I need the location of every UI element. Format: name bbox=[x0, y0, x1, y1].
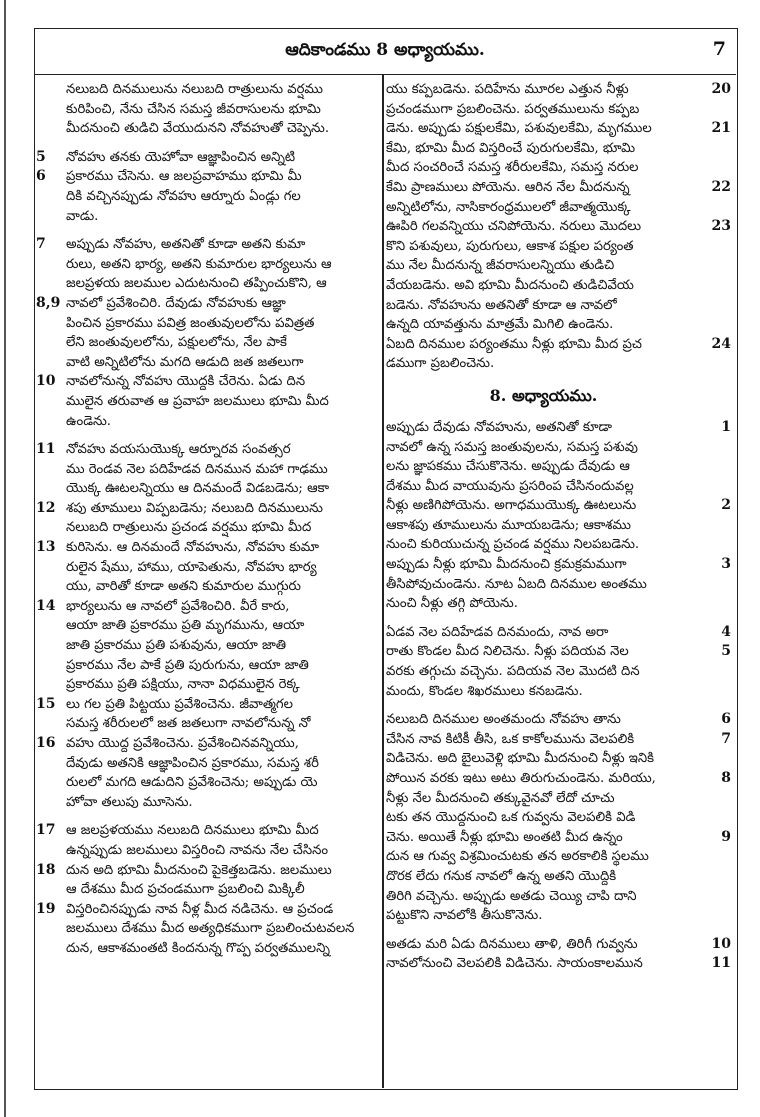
verse-text: వాడు. bbox=[66, 208, 99, 224]
verse-text: రులు, అతని భార్య, అతని కుమారుల భార్యలును ఆ bbox=[66, 256, 332, 272]
verse-text: హోవా తలుపు మూసెను. bbox=[66, 794, 193, 810]
verse-text: నుంచి నీళ్లు తగ్గి పోయెను. bbox=[386, 596, 518, 612]
verse-number: 1 bbox=[721, 418, 731, 435]
verse-text: లేని జంతువులలోను, పక్షులలోను, నేల పాకే bbox=[66, 335, 287, 351]
verse-text: వహు యొద్ద ప్రవేశించెను. ప్రవేశించినవన్నియు, bbox=[66, 736, 299, 751]
verse-text: నోవహు వయసుయొక్క ఆర్నూరవ సంవత్సర bbox=[66, 442, 291, 458]
verse-text: దేవుడు అతనికి ఆజ్ఞాపించిన ప్రకారము, సమస్త శరీ bbox=[66, 755, 319, 771]
text-line bbox=[386, 847, 731, 867]
verse-text: మీదనుంచి తుడిచి వేయుదునని నోవహుతో చెప్పెను. bbox=[66, 121, 330, 137]
verse-text: నలుబది దినముల అంతమందు నోవహు తాను bbox=[386, 712, 621, 728]
verse-text: సమస్త శరీరులలో జత జతలుగా నావలోనున్న నో bbox=[66, 716, 311, 732]
verse-number: 2 bbox=[721, 497, 731, 514]
text-line bbox=[36, 861, 379, 881]
verse-number: 6 bbox=[721, 711, 731, 728]
verse-number: 10 bbox=[711, 935, 731, 952]
text-line bbox=[386, 418, 731, 438]
verse-number: 18 bbox=[36, 861, 56, 878]
verse-text: నోవహు తనకు యెహోవా ఆజ్ఞాపించిన అన్నిటి bbox=[66, 149, 296, 165]
verse-text: రాతు కొండల మీద నిలిచెను. నీళ్లు పదియవ నెల bbox=[386, 644, 629, 660]
verse-number: 3 bbox=[721, 556, 731, 573]
text-line bbox=[36, 148, 379, 168]
text-line bbox=[36, 353, 379, 373]
text-line bbox=[386, 535, 731, 555]
verse-text: ము నేల మీదనున్న జీవరాసులన్నియు తుడిచి bbox=[386, 258, 615, 274]
text-line bbox=[36, 538, 379, 558]
text-line bbox=[36, 412, 379, 432]
verse-text: ఊపిరి గలవన్నియు చనిపోయెను. నరులు మొదలు bbox=[386, 219, 642, 235]
verse-text: యు కప్పబడెను. పదిహేను మూరల ఎత్తున నీళ్లు bbox=[386, 82, 629, 97]
text-line bbox=[386, 237, 731, 257]
right-column-top bbox=[386, 80, 731, 374]
text-line bbox=[36, 695, 379, 715]
verse-text: ప్రచండముగా ప్రబలించెను. పర్వతములును కప్పబ bbox=[386, 101, 640, 117]
verse-text: జలములు దేశము మీద అత్యధికముగా ప్రబలించుటవలన bbox=[66, 921, 355, 937]
verse-text: దేశము మీద వాయువును ప్రసరింప చేసినందువల్ల bbox=[386, 478, 634, 494]
verse-text: వాటి అన్నిటిలోను మగది ఆడుది జత జతలుగా bbox=[66, 354, 304, 370]
verse-text: నుంచి కురియుచున్న ప్రచండ వర్షము నిలపబడెను. bbox=[386, 537, 640, 553]
verse-number: 5 bbox=[721, 643, 731, 660]
text-line bbox=[36, 235, 379, 255]
verse-text: పట్టుకొని నావలోకి తీసుకొనెను. bbox=[386, 908, 543, 924]
verse-text: దికి వచ్చినప్పుడు నోవహు ఆర్నూరు ఏండ్లు గల bbox=[66, 188, 301, 204]
verse-text: లను జ్ఞాపకము చేసుకొనెను. అప్పుడు దేవుడు ఆ bbox=[386, 459, 630, 475]
verse-text: నీళ్లు నేల మీదనుంచి తక్కువైనవో లేదో చూచు bbox=[386, 790, 615, 806]
verse-text: నావలోనున్న నోవహు యొద్దకి చేరెను. ఏడు దిన bbox=[66, 374, 306, 390]
verse-text: నలుబది రాత్రులును ప్రచండ వర్షము భూమి మీద bbox=[66, 520, 312, 536]
text-line bbox=[386, 769, 731, 789]
text-line bbox=[36, 372, 379, 392]
text-line bbox=[386, 575, 731, 595]
text-line bbox=[386, 935, 731, 955]
verse-number: 10 bbox=[36, 373, 56, 390]
verse-text: నావలో ప్రవేశించిరి. దేవుడు నోవహుకు ఆజ్ఞా bbox=[66, 295, 286, 311]
text-line bbox=[36, 100, 379, 120]
verse-number: 19 bbox=[36, 900, 56, 917]
text-line bbox=[36, 675, 379, 695]
text-line bbox=[386, 178, 731, 198]
verse-text: పోయిన వరకు ఇటు అటు తిరుగుచుండెను. మరియు, bbox=[386, 771, 656, 786]
verse-number: 13 bbox=[36, 539, 56, 556]
text-line bbox=[386, 496, 731, 516]
verse-text: కేమి ప్రాణములు పోయెను. ఆరిన నేల మీదనున్న bbox=[386, 179, 630, 195]
text-line bbox=[36, 333, 379, 353]
text-line bbox=[36, 294, 379, 314]
text-line bbox=[386, 198, 731, 218]
verse-text: జలప్రళయ జలముల ఎదుటనుంచి తప్పించుకొని, ఆ bbox=[66, 276, 327, 292]
text-line bbox=[36, 314, 379, 334]
verse-text: అతడు మరి ఏడు దినములు తాళి, తిరిగీ గువ్వను bbox=[386, 936, 638, 952]
verse-text: దున, ఆకాశమంతటి కిందనున్న గొప్ప పర్వతములన్ని bbox=[66, 940, 330, 956]
verse-number: 12 bbox=[36, 499, 56, 516]
text-line bbox=[386, 100, 731, 120]
text-line bbox=[386, 594, 731, 614]
verse-text: వేయబడెను. అవి భూమి మీదనుంచి తుడిచివేయ bbox=[386, 277, 634, 293]
text-line bbox=[386, 119, 731, 139]
text-line bbox=[386, 256, 731, 276]
verse-text: వరకు తగ్గుచు వచ్చెను. పదియవ నెల మొదటి దిన bbox=[386, 664, 640, 680]
text-line bbox=[36, 187, 379, 207]
verse-number: 15 bbox=[36, 695, 56, 712]
text-line bbox=[36, 616, 379, 636]
verse-text: నావలో ఉన్న సమస్త జంతువులను, సమస్త పశువు bbox=[386, 439, 638, 455]
text-line bbox=[386, 139, 731, 159]
verse-number: 17 bbox=[36, 822, 56, 839]
right-column-bottom bbox=[386, 418, 731, 974]
verse-number: 11 bbox=[36, 441, 56, 458]
text-line bbox=[36, 518, 379, 538]
text-line bbox=[386, 623, 731, 643]
text-line bbox=[386, 457, 731, 477]
verse-text: విడిచెను. అది బైలువెళ్లి భూమి మీదనుంచి నీళ్లు ఇనికి bbox=[386, 751, 654, 767]
verse-text: ప్రకారము ప్రతి పక్షియు, నానా విధములైన రెక్క bbox=[66, 677, 300, 693]
text-line bbox=[386, 954, 731, 974]
text-line bbox=[36, 255, 379, 275]
verse-text: తీసిపోవుచుండెను. నూట ఏబది దినముల అంతము bbox=[386, 576, 647, 592]
text-line bbox=[386, 438, 731, 458]
verse-text: కొని పశువులు, పురుగులు, ఆకాశ పక్షుల పర్యంత bbox=[386, 238, 634, 254]
verse-text: ఉన్నది యావత్తును మాత్రమే మిగిలి ఉండెను. bbox=[386, 317, 614, 333]
text-line bbox=[36, 558, 379, 578]
left-column bbox=[36, 80, 379, 959]
verse-text: అప్పుడు నోవహు, అతనితో కూడా అతని కుమా bbox=[66, 237, 306, 253]
verse-text: ప్రకారము చేసెను. ఆ జలప్రవాహము భూమి మీ bbox=[66, 169, 302, 185]
verse-number: 8 bbox=[721, 770, 731, 786]
verse-number: 24 bbox=[711, 335, 731, 352]
text-line bbox=[386, 730, 731, 750]
verse-text: కురిసెను. ఆ దినమందే నోవహును, నోవహు కుమా bbox=[66, 540, 319, 556]
text-line bbox=[386, 354, 731, 374]
verse-text: లు గల ప్రతి పిట్టయు ప్రవేశించెను. జీవాత్మగల bbox=[66, 696, 293, 712]
verse-text: ఉన్నప్పుడు జలములు విస్తరించి నావను నేల చేసినం bbox=[66, 842, 329, 858]
verse-text: మీద సంచరించే సమస్త శరీరులకేమి, సమస్త నరుల bbox=[386, 160, 639, 176]
verse-text: యు, వారితో కూడా అతని కుమారుల ముగ్గురు bbox=[66, 579, 301, 595]
text-line bbox=[386, 887, 731, 907]
text-line bbox=[36, 597, 379, 617]
verse-text: ఉండెను. bbox=[66, 413, 111, 429]
verse-text: ఏబది దినముల పర్యంతము నీళ్లు భూమి మీద ప్రచ bbox=[386, 336, 642, 352]
chapter-heading: 8. అధ్యాయము. bbox=[489, 385, 598, 405]
verse-text: కేమి, భూమి మీద విస్తరించే పురుగులకేమి, భూమి bbox=[386, 140, 636, 156]
verse-text: నావలోనుంచి వెలపలికి విడిచెను. సాయంకాలమున bbox=[386, 956, 643, 972]
text-line bbox=[36, 919, 379, 939]
text-line bbox=[36, 80, 379, 100]
text-line bbox=[386, 335, 731, 355]
verse-number: 8,9 bbox=[36, 294, 61, 311]
text-line bbox=[36, 167, 379, 187]
verse-text: విస్తరించినప్పుడు నావ నీళ్ల మీద నడిచెను. ఆ ప్రచండ bbox=[66, 901, 334, 917]
text-line bbox=[36, 821, 379, 841]
verse-number: 7 bbox=[36, 236, 46, 253]
page-header bbox=[34, 28, 736, 75]
verse-text: దున ఆ గువ్వ విశ్రమించుటకు తన అరకాలికి స్థలము bbox=[386, 849, 649, 865]
verse-text: అప్పుడు నీళ్లు భూమి మీదనుంచి క్రమక్రమముగా bbox=[386, 557, 627, 573]
verse-text: ఆయా జాతి ప్రకారము ప్రతి మృగమును, ఆయా bbox=[66, 618, 305, 634]
text-line bbox=[36, 440, 379, 460]
verse-number: 22 bbox=[711, 178, 731, 195]
text-line bbox=[386, 906, 731, 926]
right-column bbox=[386, 80, 731, 974]
text-line bbox=[386, 662, 731, 682]
verse-text: ఆ జలప్రళయము నలుబది దినములు భూమి మీద bbox=[66, 823, 319, 839]
column-divider bbox=[382, 74, 384, 1088]
text-line bbox=[36, 773, 379, 793]
verse-text: రులైన షేము, హాము, యాపెతును, నోవహు భార్య bbox=[66, 559, 317, 575]
verse-text: నీళ్లు అణిగిపోయెను. అగాధముయొక్క ఊటలును bbox=[386, 498, 637, 514]
text-line bbox=[386, 80, 731, 100]
text-line bbox=[36, 119, 379, 139]
text-line bbox=[386, 682, 731, 702]
verse-text: అన్నిటిలోను, నాసికారంధ్రములలో జీవాత్మయొక్క bbox=[386, 199, 631, 215]
page-title: ఆదికాండము 8 అధ్యాయము. bbox=[285, 40, 485, 60]
verse-text: ములైన తరువాత ఆ ప్రవాహ జలములు భూమి మీద bbox=[66, 393, 329, 409]
text-line bbox=[36, 392, 379, 412]
verse-number: 21 bbox=[711, 120, 731, 137]
text-line bbox=[386, 516, 731, 536]
verse-text: టకు తన యొద్దనుంచి ఒక గువ్వను వెలపలికి విడి bbox=[386, 810, 636, 826]
text-line bbox=[36, 656, 379, 676]
text-line bbox=[386, 867, 731, 887]
text-line bbox=[36, 460, 379, 480]
verse-text: తిరిగి వచ్చెను. అప్పుడు అతడు చెయ్యి చాపి దాని bbox=[386, 888, 637, 904]
verse-number: 7 bbox=[721, 730, 731, 747]
text-line bbox=[386, 642, 731, 662]
text-line bbox=[36, 793, 379, 813]
text-line bbox=[386, 217, 731, 237]
verse-number: 16 bbox=[36, 735, 56, 751]
page-number: 7 bbox=[712, 38, 726, 60]
text-line bbox=[386, 315, 731, 335]
verse-text: జాతి ప్రకారము ప్రతి పశువును, ఆయా జాతి bbox=[66, 638, 287, 654]
verse-text: యొక్క ఊటలన్నియు ఆ దినమందే విడబడెను; ఆకా bbox=[66, 481, 330, 497]
text-line bbox=[386, 808, 731, 828]
text-line bbox=[36, 636, 379, 656]
verse-text: కురిపించి, నేను చేసిన సమస్త జీవరాసులను భూమి bbox=[66, 101, 321, 117]
text-line bbox=[386, 789, 731, 809]
text-line bbox=[36, 880, 379, 900]
verse-number: 23 bbox=[711, 218, 731, 235]
verse-number: 9 bbox=[721, 828, 731, 845]
verse-text: చెను. అయితే నీళ్లు భూమి అంతటి మీద ఉన్నం bbox=[386, 829, 623, 845]
verse-text: బడెను. నోవహును అతనితో కూడా ఆ నావలో bbox=[386, 297, 617, 313]
verse-number: 5 bbox=[36, 148, 46, 165]
verse-text: శపు తూములు విప్పబడెను; నలుబది దినములును bbox=[66, 500, 323, 516]
text-line bbox=[386, 276, 731, 296]
scan-edge-rule bbox=[4, 0, 6, 1117]
verse-number: 6 bbox=[36, 168, 46, 185]
text-line bbox=[36, 274, 379, 294]
verse-number: 4 bbox=[721, 623, 731, 640]
text-line bbox=[386, 749, 731, 769]
verse-number: 20 bbox=[711, 81, 731, 97]
text-line bbox=[386, 555, 731, 575]
text-line bbox=[36, 714, 379, 734]
text-line bbox=[36, 577, 379, 597]
verse-text: దున అది భూమి మీదనుంచి పైకెత్తబడెను. జలములు bbox=[66, 862, 332, 878]
verse-text: అప్పుడు దేవుడు నోవహును, అతనితో కూడా bbox=[386, 419, 612, 435]
text-line bbox=[36, 499, 379, 519]
text-line bbox=[386, 710, 731, 730]
text-line bbox=[36, 900, 379, 920]
verse-text: నలుబది దినములును నలుబది రాత్రులును వర్షము bbox=[66, 82, 323, 97]
text-line bbox=[36, 939, 379, 959]
verse-text: ఏడవ నెల పదిహేడవ దినమందు, నావ అరా bbox=[386, 624, 609, 640]
verse-number: 11 bbox=[711, 955, 731, 972]
verse-number: 14 bbox=[36, 597, 56, 614]
verse-text: ము రెండవ నెల పదిహేడవ దినమున మహా గాఢము bbox=[66, 461, 328, 477]
verse-text: ఆకాశపు తూములును మూయబడెను; ఆకాశము bbox=[386, 517, 631, 533]
verse-text: ఆ దేశము మీద ప్రచండముగా ప్రబలించి మిక్కిలీ bbox=[66, 882, 305, 898]
text-line bbox=[36, 207, 379, 227]
verse-text: మందు, కొండల శిఖరములు కనబడెను. bbox=[386, 683, 583, 699]
text-line bbox=[36, 754, 379, 774]
text-line bbox=[36, 841, 379, 861]
text-line bbox=[386, 477, 731, 497]
text-line bbox=[36, 479, 379, 499]
verse-text: చేసిన నావ కిటికీ తీసి, ఒక కాకోలమును వెలపలికి bbox=[386, 731, 635, 747]
text-line bbox=[36, 734, 379, 754]
verse-text: డముగా ప్రబలించెను. bbox=[386, 356, 495, 372]
text-line bbox=[386, 828, 731, 848]
verse-text: దొరక లేదు గనుక నావలో ఉన్న అతని యొద్దికి bbox=[386, 868, 617, 884]
text-line bbox=[386, 158, 731, 178]
verse-text: ప్రకారము నేల పాకే ప్రతి పురుగును, ఆయా జాతి bbox=[66, 657, 309, 673]
text-line bbox=[386, 296, 731, 316]
verse-text: భార్యలును ఆ నావలో ప్రవేశించిరి. వీరే కారు, bbox=[66, 598, 290, 614]
verse-text: డెను. అప్పుడు పక్షులకేమి, పశువులకేమి, మృగముల bbox=[386, 121, 652, 137]
verse-text: పించిన ప్రకారము పవిత్ర జంతువులలోను పవిత్రత bbox=[66, 315, 315, 331]
verse-text: రులలో మగది ఆడుదిని ప్రవేశించెను; అప్పుడు యె bbox=[66, 775, 318, 791]
